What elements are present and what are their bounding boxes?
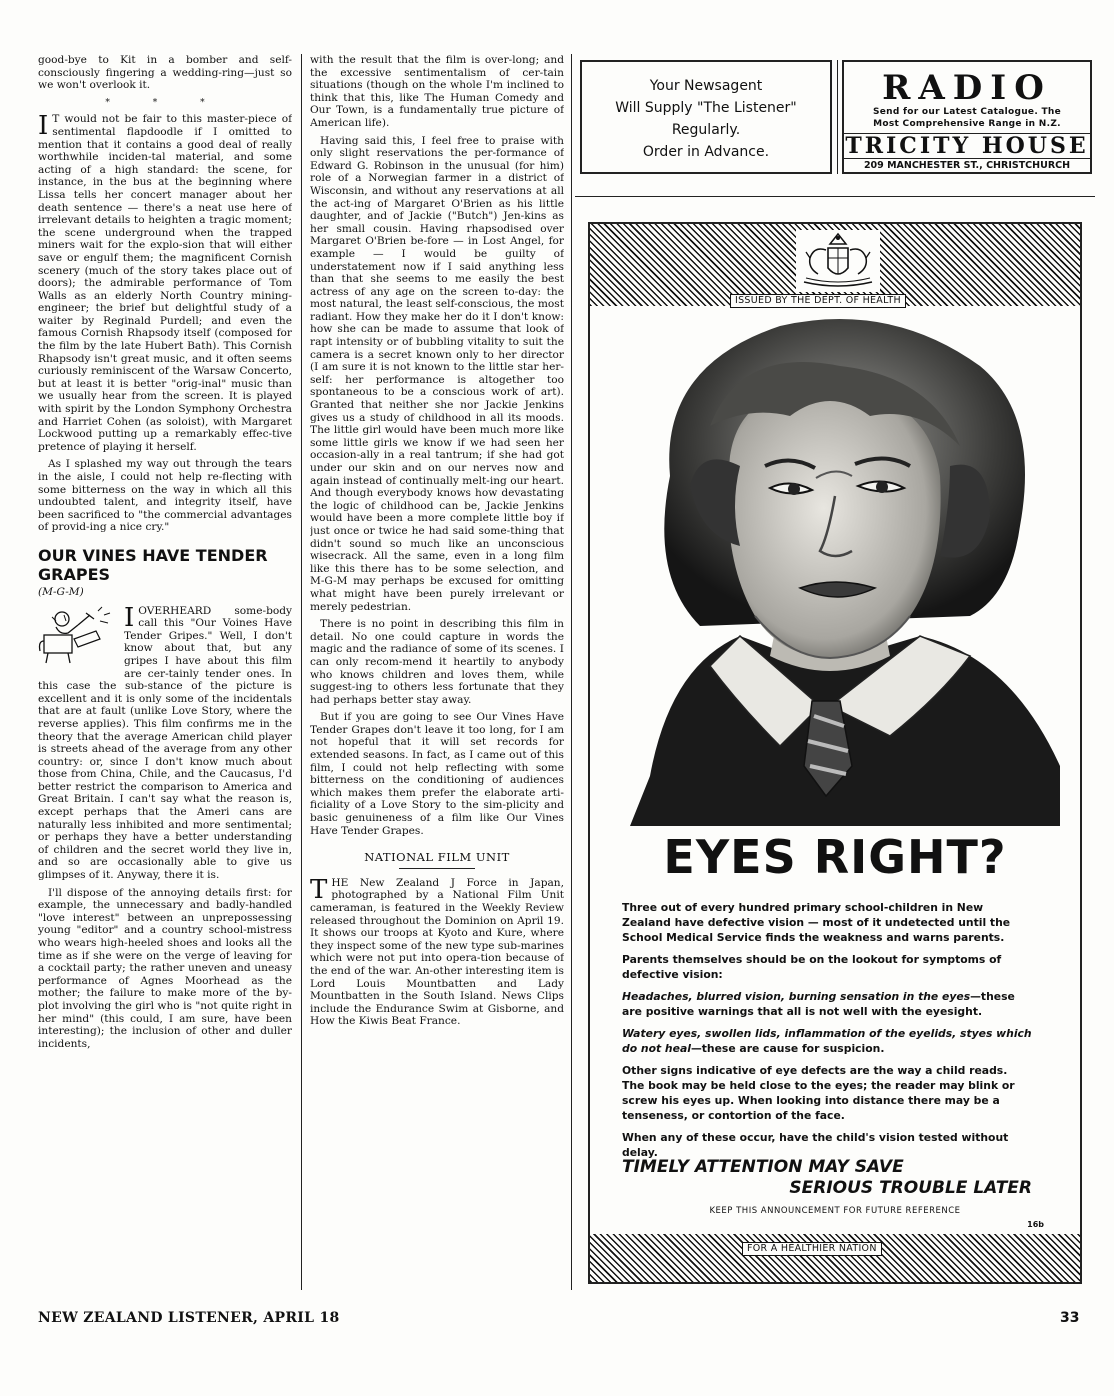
newsagent-line: Order in Advance. — [642, 144, 770, 160]
box-rule — [837, 60, 838, 174]
divider — [399, 868, 475, 869]
page-number: 33 — [1060, 1310, 1080, 1326]
header-rule — [575, 196, 1095, 197]
radio-address: 209 MANCHESTER ST., CHRISTCHURCH — [863, 160, 1071, 171]
article-column-1 — [38, 54, 292, 1294]
paragraph — [38, 602, 292, 882]
drop-cap: I — [124, 602, 135, 633]
paragraph: I'll dispose of the annoying details first: for example, the unnecessary and badly-handled "love interest" between an unprepossessing young "editor" and a country school-mistress who wears high-heeled shoes and looks all the time as if she were on the verge of leaving for a cocktail party; the rather uneven and uneasy performance of Agnes Moorhead as the mother; the failure to make more of the by-plot involving the girl who is "not quite right in her mind" (this could, I am sure, have been interesting); the inclusion of other and duller incidents, — [38, 886, 292, 1050]
ad-paragraph: When any of these occur, have the child's vision tested without delay. — [622, 1131, 1009, 1159]
newsagent-line: Will Supply "The Listener" — [615, 100, 797, 116]
paragraph: But if you are going to see Our Vines Have Tender Grapes don't leave it too long, for I am not hopeful that it will set records for extended seasons. In fact, as I came out of this film, I could not help reflecting with some bitterness on the conditioning of audiences which makes them prefer the elaborate arti-ficiality of a Love Story to the sim-plicity and basic genuineness of a film like Our Vines Have Tender Grapes. — [310, 711, 564, 837]
newsagent-notice — [580, 60, 832, 174]
paragraph: with the result that the film is over-long; and the excessive sentimentalism of cer-tain situations (though on the whole I'm inclined to think that this, like The Human Comedy and Our Town, is a fundamentally true picture of American life). — [310, 54, 564, 129]
reviewer-doodle-icon — [38, 605, 118, 667]
paragraph: As I splashed my way out through the tears in the aisle, I could not help re-flecting with some bitterness on the way in which all this undoubted talent, and integrity itself, have been sacrificed to "the commercial advantages of provid-ing a nice cry." — [38, 458, 292, 534]
paragraph-text: T would not be fair to this master-piece of sentimental flapdoodle if I omitted to mention that it contains a good deal of really worthwhile inciden-tal material, and some acting of a high standard: the scene, for instance, in the bus at the beginning where Lissa tells her concert manager about her death sentence — there's a neat use here of irrelevant details to heighten a tragic moment; the scene underground when the trapped miners wait for the explo-sion that will either save or engulf them; the magnificent Cornish scenery (much of the story takes place out of doors); the admirable performance of Tom Walls as an elderly North Country mining-engineer; the brief but delightful study of a waiter by Reginald Purdell; and even the famous Cornish Rhapsody itself (composed for the film by the late Hubert Bath). This Cornish Rhapsody isn't great music, and it often seems curiously reminiscent of the Warsaw Concerto, but at least it is better "orig-inal" music than we usually hear from the screen. It is played with spirit by the London Symphony Orchestra and Harriet Cohen (as soloist), with Margaret Lockwood putting up a remarkably effec-tive pretence of playing it herself. — [38, 113, 292, 453]
ad-paragraph — [622, 1026, 1032, 1056]
coat-of-arms-icon — [796, 230, 880, 292]
section-heading: NATIONAL FILM UNIT — [364, 850, 510, 865]
ad-italic-text: Headaches, blurred vision, burning sensation in the eyes — [622, 990, 971, 1003]
girl-portrait-illustration — [590, 306, 1080, 826]
radio-subtitle: Most Comprehensive Range in N.Z. — [873, 119, 1061, 129]
ad-body — [622, 900, 1032, 1167]
issued-by-label: ISSUED BY THE DEPT. OF HEALTH — [730, 294, 906, 308]
ad-headline: EYES RIGHT? — [663, 830, 1007, 884]
ad-paragraph: Other signs indicative of eye defects are the way a child reads. The book may be held close to the eyes; the reader may blink or screw his eyes up. When looking into distance there may be a tenseness, or contortion of the face. — [622, 1064, 1015, 1122]
newsagent-line: Regularly. — [671, 122, 741, 138]
ad-paragraph — [622, 989, 1032, 1019]
newsagent-line: Your Newsagent — [649, 78, 763, 94]
ad-slogan-line-2: SERIOUS TROUBLE LATER — [789, 1178, 1032, 1198]
paragraph — [310, 874, 564, 1028]
paragraph: Having said this, I feel free to praise with only slight reservations the per-formance of Edward G. Robinson in the unusual (for him) role of a Norwegian farmer in a district of Wisconsin, and without any reservations at all the act-ing of Margaret O'Brien as his little daughter, and of Jackie ("Butch") Jen-kins as her small cousin. Having rhapsodised over Margaret O'Brien be-fore — in Lost Angel, for example — I would be guilty of understatement now if I said anything less than that she seems to me easily the best actress of any age on the screen to-day: the most natural, the least self-conscious, the most radiant. How they make her do it I don't know: how she can be made to assume that look of rapt intensity or of bubbling vitality to suit the camera is a secret known only to her director (I am sure it is not known to the little star her-self: her performance is altogether too spontaneous to be a conscious work of art). Granted that neither she nor Jackie Jenkins gives us a study of childhood in all its moods. The little girl would have been much more like some little girls we know if we had seen her occasion-ally in a real tantrum; if she had got under our skin and on our nerves now and again instead of continually melt-ing our heart. And though everybody knows how devastating the logic of childhood can be, Jackie Jenkins would have been a more complete little boy if just once or twice he had said some-thing that didn't sound so much like an unconscious wisecrack. All the same, even in a long film like this there has to be some selection, and M-G-M may perhaps be excused for omitting what might have been purely irrelevant or merely pedestrian. — [310, 134, 564, 613]
health-advertisement — [588, 222, 1082, 1284]
radio-title: RADIO — [882, 68, 1052, 108]
ad-paragraph: Parents themselves should be on the lookout for symptoms of defective vision: — [622, 953, 1002, 981]
section-break-stars: * * * — [105, 97, 225, 108]
paragraph — [38, 113, 292, 453]
paragraph: good-bye to Kit in a bomber and self-consciously fingering a wedding-ring—just so we won't overlook it. — [38, 54, 292, 92]
healthier-nation-label: FOR A HEALTHIER NATION — [742, 1242, 882, 1256]
ad-text: —these are cause for suspicion. — [690, 1042, 885, 1055]
ad-paragraph: Three out of every hundred primary school-children in New Zealand have defective vision — most of it undetected until the School Medical Service finds the weakness and warns parents. — [622, 901, 1011, 944]
drop-cap: I — [38, 111, 49, 142]
radio-subtitle: Send for our Latest Catalogue. The — [872, 107, 1062, 117]
radio-advertisement — [842, 60, 1092, 174]
article-column-2 — [310, 54, 564, 1294]
review-title: OUR VINES HAVE TENDER GRAPES — [38, 545, 268, 584]
ad-text: —these are positive warnings that all is not well with the eyesight. — [622, 990, 1015, 1018]
ad-italic-text: Watery eyes, swollen lids, inflammation of the eyelids, styes which do not heal — [622, 1027, 1032, 1055]
paragraph-text: OVERHEARD some-body call this "Our Voines Have Tender Gripes." Well, I don't know about that, but any gripes I have about this film are cer-tainly tender ones. In this case the sub-stance of the picture is excellent and it is only some of the incidentals that are at fault (unlike Love Story, where the reverse applies). This film confirms me in the theory that the average American child player is streets ahead of the average from any other country: or, since I don't know much about those from China, Chile, and the Caucasus, I'd better restrict the comparison to America and Great Britain. I can't say what the reason is, except perhaps that the Ameri cans are naturally less inhibited and more sentimental; or perhaps they have a better understanding of children and the secret world they live in, and so are occasionally able to give us glimpses of it. Anyway, there it is. — [38, 604, 292, 882]
paragraph: There is no point in describing this film in detail. No one could capture in words the magic and the radiance of some of its scenes. I can only recom-mend it heartily to anybody who knows children and loves them, while suggest-ing to others less fortunate that they had perhaps better stay away. — [310, 618, 564, 706]
radio-shop-name: TRICITY HOUSE — [845, 133, 1089, 159]
publication-footer: NEW ZEALAND LISTENER, APRIL 18 — [38, 1310, 340, 1326]
column-rule — [301, 54, 302, 1290]
review-studio: (M-G-M) — [38, 585, 84, 598]
keep-reference-note: KEEP THIS ANNOUNCEMENT FOR FUTURE REFERENCE — [709, 1206, 961, 1216]
paragraph-text: HE New Zealand J Force in Japan, photographed by a National Film Unit cameraman, is featured in the Weekly Review released throughout the Dominion on April 19. It shows our troops at Kyoto and Kure, where they inspect some of the new type sub-marines which were not put into opera-tion because of the end of the war. An-other interesting item is Lord Louis Mountbatten and Lady Mountbatten in the South Island. News Clips include the Endurance Swim at Gisborne, and How the Kiwis Beat France. — [310, 876, 564, 1028]
drop-cap: T — [310, 874, 328, 905]
ad-code: 16b — [1027, 1220, 1044, 1229]
ad-slogan-line-1: TIMELY ATTENTION MAY SAVE — [622, 1157, 904, 1177]
column-rule — [571, 54, 572, 1290]
